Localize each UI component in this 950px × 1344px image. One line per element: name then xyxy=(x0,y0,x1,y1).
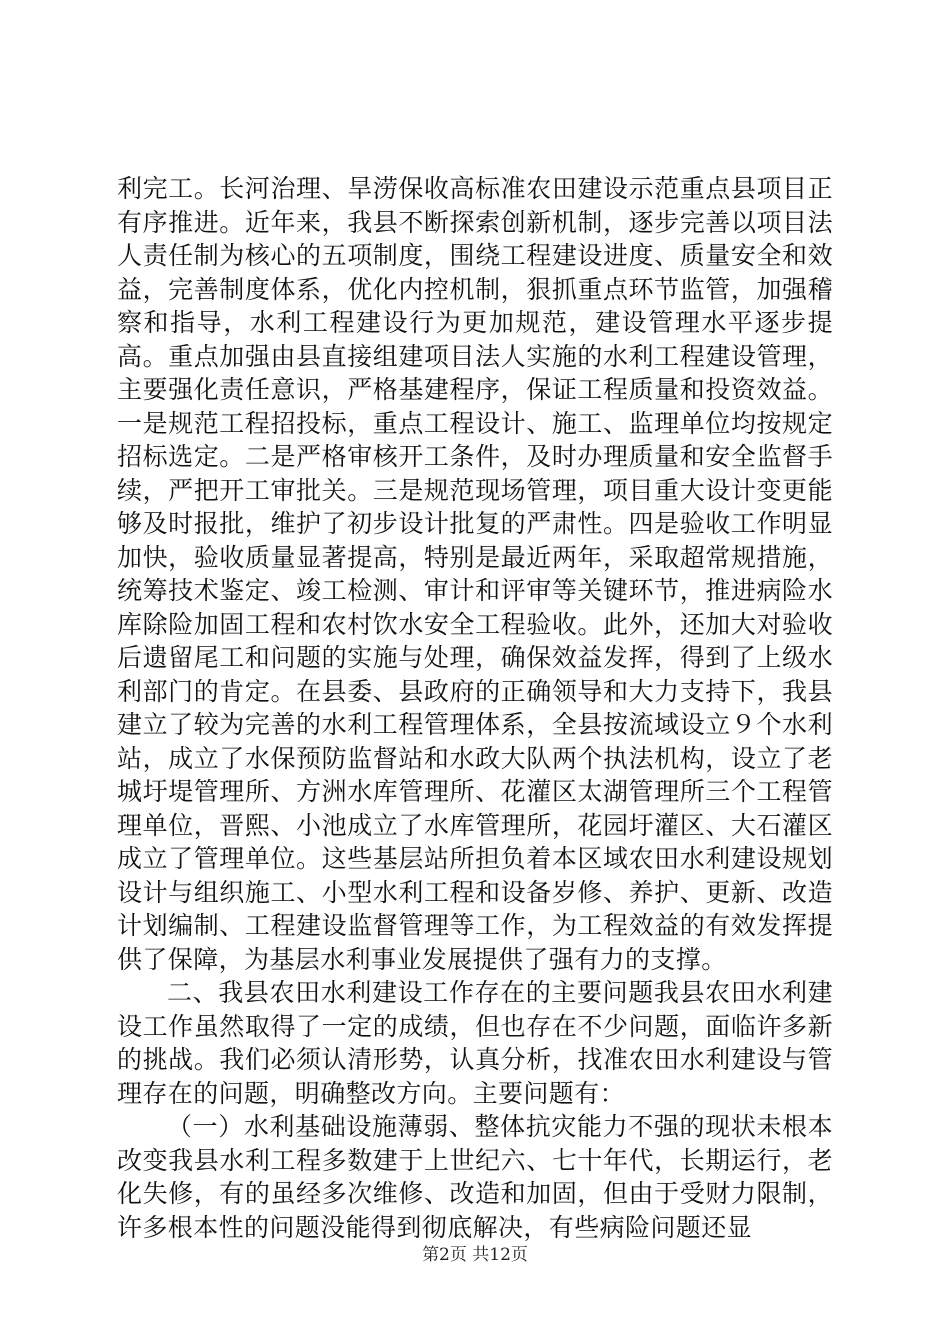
paragraph-1: 利完工。长河治理、旱涝保收高标准农田建设示范重点县项目正有序推进。近年来，我县不断探索创新机制，逐步完善以项目法人责任制为核心的五项制度，围绕工程建设进度、质量安全和效益，完善制度体系，优化内控机制，狠抓重点环节监管，加强稽察和指导，水利工程建设行为更加规范，建设管理水平逐步提高。重点加强由县直接组建项目法人实施的水利工程建设管理，主要强化责任意识，严格基建程序，保证工程质量和投资效益。一是规范工程招投标，重点工程设计、施工、监理单位均按规定招标选定。二是严格审核开工条件，及时办理质量和安全监督手续，严把开工审批关。三是规范现场管理，项目重大设计变更能够及时报批，维护了初步设计批复的严肃性。四是验收工作明显加快，验收质量显著提高，特别是最近两年，采取超常规措施，统筹技术鉴定、竣工检测、审计和评审等关键环节，推进病险水库除险加固工程和农村饮水安全工程验收。此外，还加大对验收后遗留尾工和问题的实施与处理，确保效益发挥，得到了上级水利部门的肯定。在县委、县政府的正确领导和大力支持下，我县建立了较为完善的水利工程管理体系，全县按流域设立９个水利站，成立了水保预防监督站和水政大队两个执法机构，设立了老城圩堤管理所、方洲水库管理所、花灌区太湖管理所三个工程管理单位，晋熙、小池成立了水库管理所，花园圩灌区、大石灌区成立了管理单位。这些基层站所担负着本区域农田水利建设规划设计与组织施工、小型水利工程和设备岁修、养护、更新、改造计划编制、工程建设监督管理等工作，为工程效益的有效发挥提供了保障，为基层水利事业发展提供了强有力的支撑。 xyxy=(117,174,833,974)
paragraph-3: （一）水利基础设施薄弱、整体抗灾能力不强的现状未根本改变我县水利工程多数建于上世纪六、七十年代，长期运行，老化失修，有的虽经多次维修、改造和加固，但由于受财力限制，许多根本性的问题没能得到彻底解决，有些病险问题还显 xyxy=(117,1112,833,1242)
page-number-footer: 第2页 共12页 xyxy=(422,1245,528,1265)
document-body xyxy=(117,172,833,1244)
paragraph-2: 二、我县农田水利建设工作存在的主要问题我县农田水利建设工作虽然取得了一定的成绩，但也存在不少问题，面临许多新的挑战。我们必须认清形势，认真分析，找准农田水利建设与管理存在的问题，明确整改方向。主要问题有： xyxy=(117,978,833,1108)
